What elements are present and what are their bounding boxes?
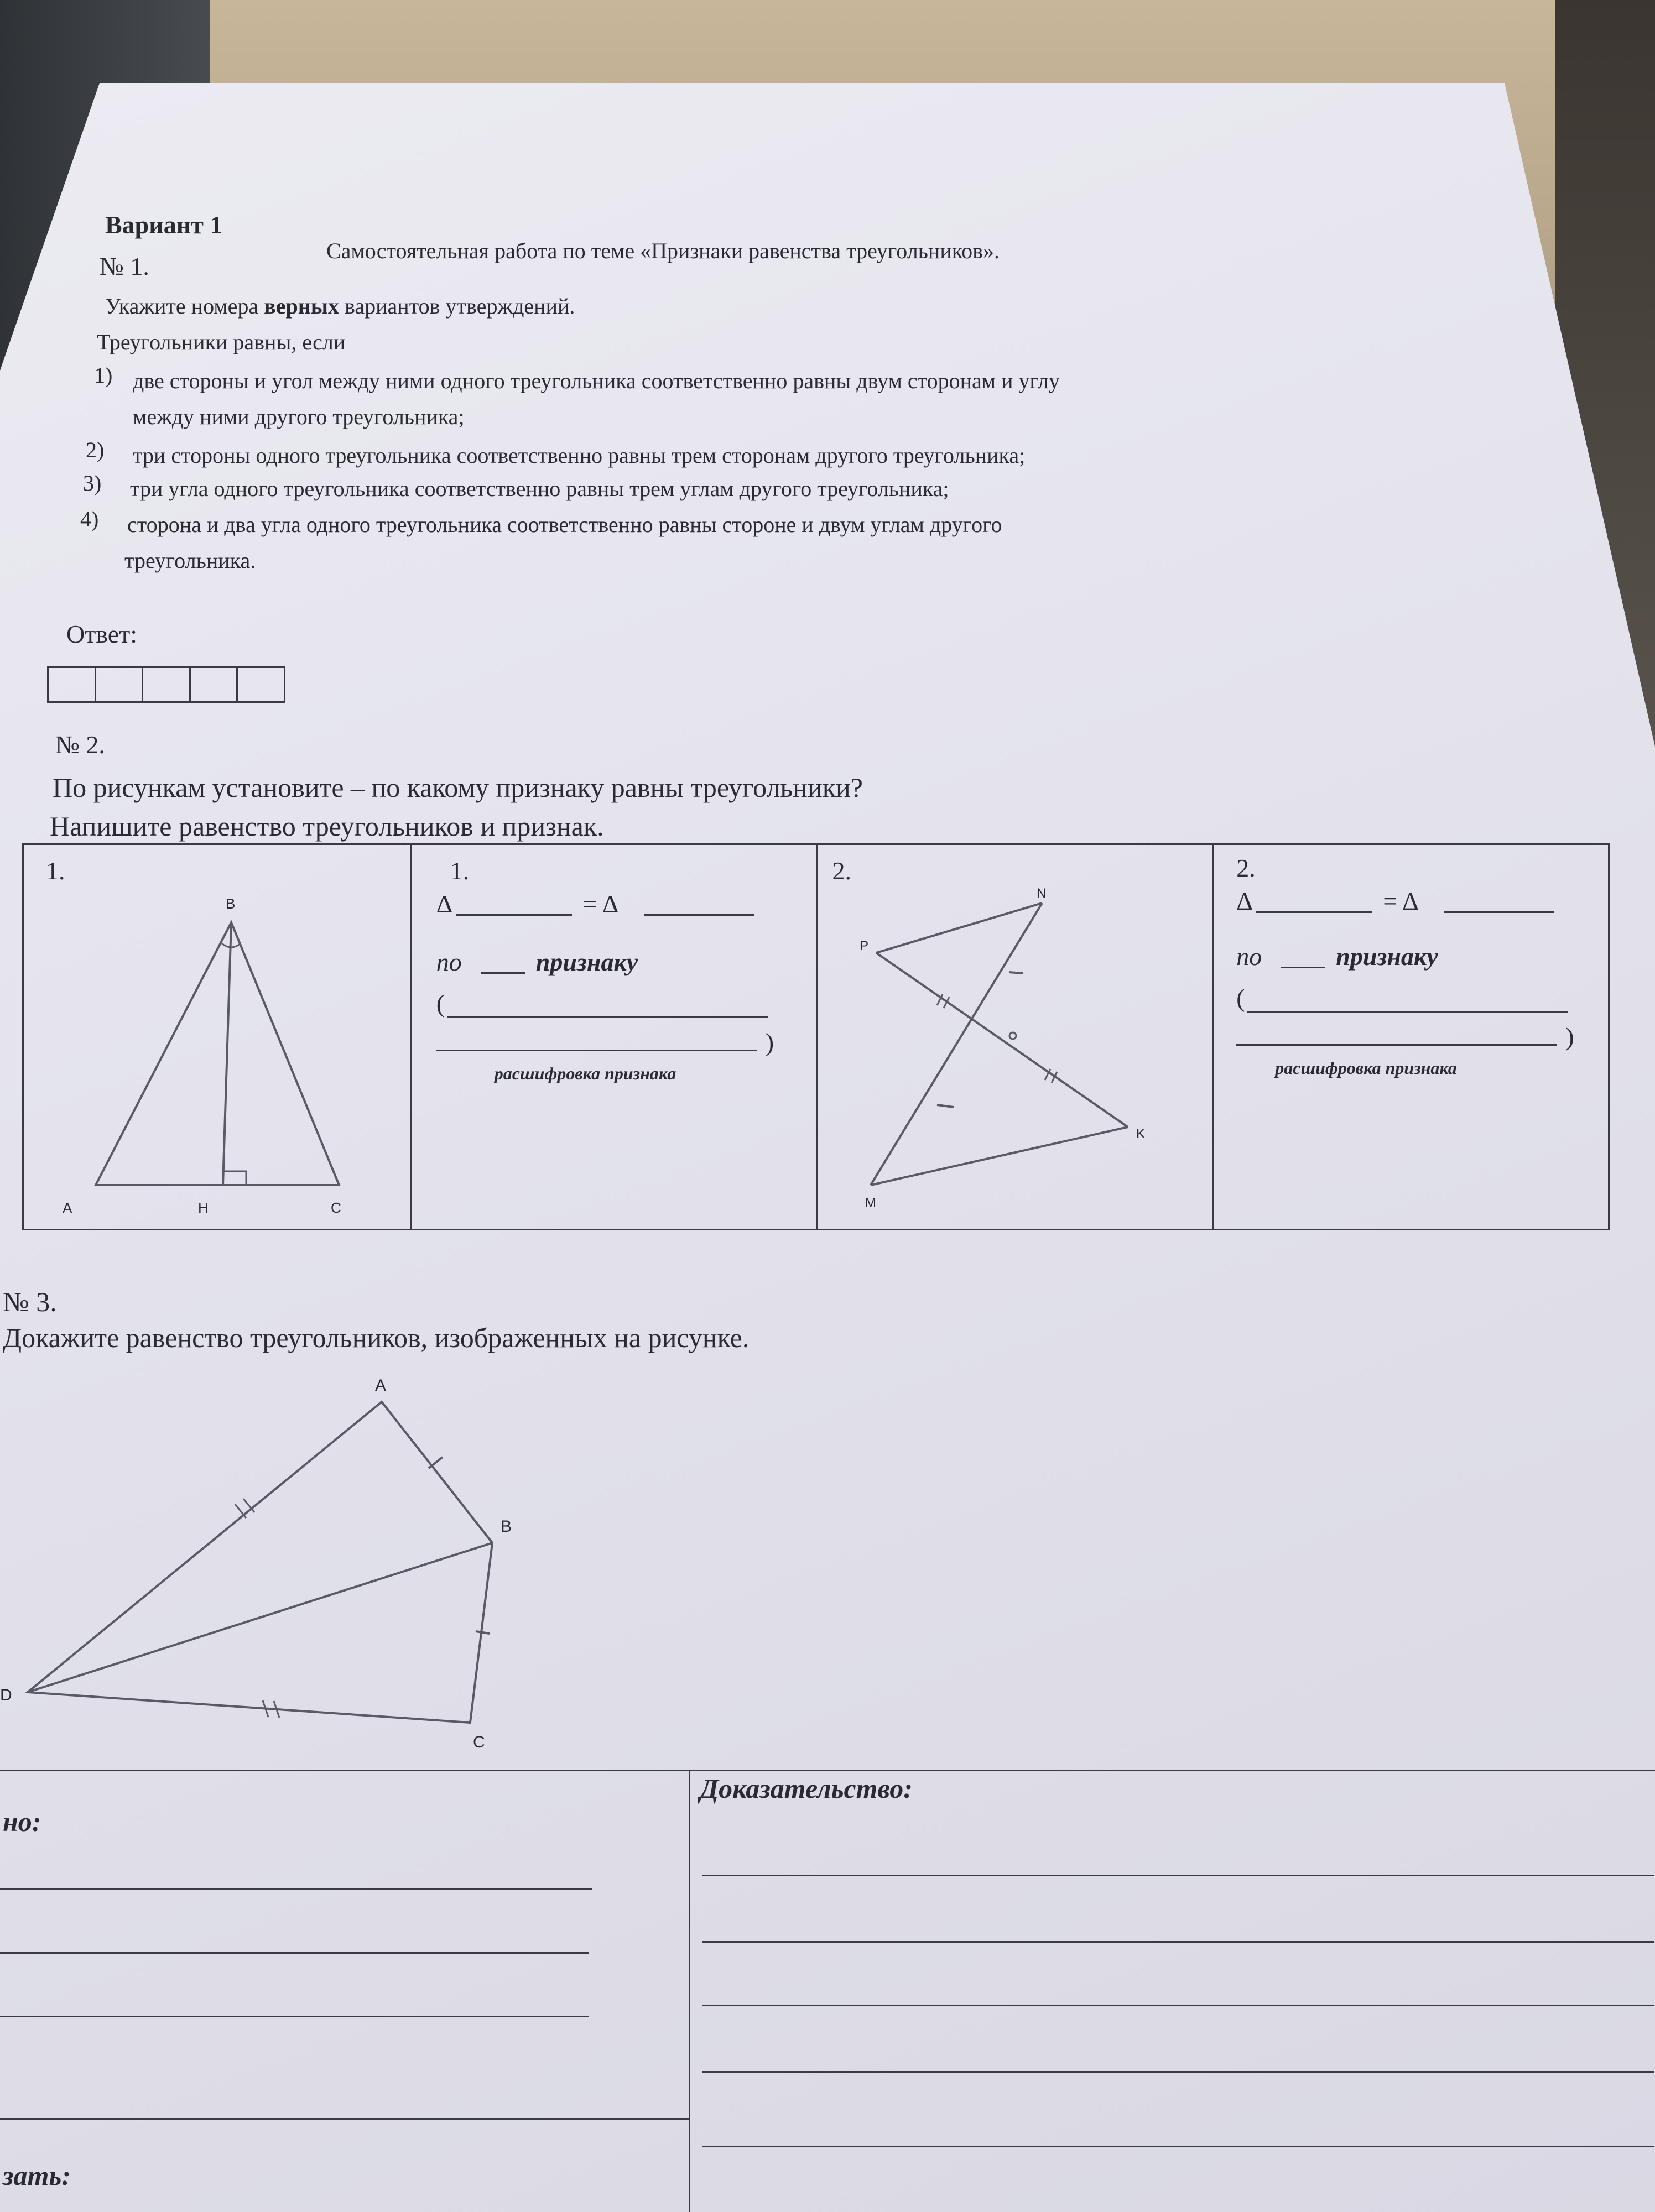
- fig1-isosceles-triangle: [24, 845, 411, 1232]
- task1-option-4-line1: сторона и два угла одного треугольника соответственно равны стороне и двум углам другого: [127, 512, 1002, 537]
- answer2-triangle-sign: Δ: [1236, 887, 1253, 915]
- answer1-close-paren: ): [765, 1028, 774, 1056]
- answer-cell[interactable]: [143, 668, 191, 701]
- fig1-vertex-c: C: [331, 1199, 341, 1216]
- proof-line-3[interactable]: [702, 2005, 1654, 2006]
- task3-vertex-b: B: [501, 1517, 512, 1536]
- answer1-priznaku: признаку: [535, 948, 638, 976]
- fig2-vertex-k: K: [1136, 1126, 1146, 1141]
- proof-line-5[interactable]: [702, 2146, 1654, 2147]
- answer2-sign-number-blank[interactable]: [1281, 967, 1325, 968]
- answer1-triangle2-blank[interactable]: [644, 914, 754, 916]
- task1-option-1-num: 1): [94, 363, 113, 388]
- fig2-vertex-n: N: [1037, 886, 1047, 901]
- answer1-triangle-sign: Δ: [436, 890, 453, 918]
- given-section-bottom-border: [0, 2118, 689, 2120]
- task1-instruction: Укажите номера верных вариантов утверждений.: [105, 294, 575, 319]
- answer2-close-paren: ): [1565, 1022, 1574, 1051]
- task1-number: № 1.: [100, 252, 149, 280]
- prove-label: зать:: [3, 2160, 71, 2191]
- answer2-decode-line1[interactable]: [1247, 1011, 1568, 1013]
- task2-number: № 2.: [55, 731, 105, 759]
- task1-option-4-num: 4): [80, 507, 99, 531]
- fig1-vertex-h: H: [198, 1199, 209, 1216]
- proof-table-top-border: [0, 1770, 1655, 1771]
- given-line-2[interactable]: [0, 1952, 589, 1954]
- variant-label: Вариант 1: [105, 211, 223, 239]
- given-label: но:: [3, 1806, 41, 1837]
- fig1-cell: [24, 845, 412, 1229]
- answer2-triangle1-blank[interactable]: [1256, 911, 1372, 913]
- answer1-decode-line1[interactable]: [447, 1016, 768, 1018]
- fig2-label: 2.: [832, 857, 851, 885]
- answer2-decode-line2[interactable]: [1236, 1044, 1557, 1046]
- answer2-cell: [1214, 845, 1608, 1229]
- task3-instruction: Докажите равенство треугольников, изображенных на рисунке.: [3, 1322, 750, 1353]
- task1-option-4-line2: треугольника.: [124, 548, 256, 573]
- given-line-1[interactable]: [0, 1888, 592, 1890]
- fig2-cell: [818, 845, 1214, 1229]
- answer2-triangle2-blank[interactable]: [1444, 911, 1554, 913]
- answer2-po: по: [1236, 942, 1262, 971]
- answer2-priznaku: признаку: [1336, 942, 1438, 971]
- answer-cell[interactable]: [191, 668, 238, 701]
- task1-option-1-line2: между ними другого треугольника;: [133, 404, 465, 429]
- answer1-decode-line2[interactable]: [436, 1050, 757, 1051]
- fig2-vertex-p: P: [860, 938, 869, 953]
- task3-vertex-a: A: [375, 1376, 387, 1395]
- task1-option-1-line1: две стороны и угол между ними одного треугольника соответственно равны двум сторонам и углу: [133, 368, 1060, 393]
- task2-instruction-1: По рисункам установите – по какому признаку равны треугольники?: [53, 772, 863, 803]
- task1-option-3-num: 3): [83, 471, 102, 495]
- answer2-label: 2.: [1236, 854, 1256, 882]
- answer-cell[interactable]: [96, 668, 144, 701]
- answer-cell[interactable]: [238, 668, 284, 701]
- answer1-po: по: [436, 948, 462, 976]
- task3-number: № 3.: [3, 1286, 57, 1317]
- task1-option-2-text: три стороны одного треугольника соответственно равны трем сторонам другого треугольника;: [133, 443, 1026, 468]
- fig1-label: 1.: [46, 857, 65, 885]
- task1-subtitle: Треугольники равны, если: [97, 330, 346, 354]
- fig2-vertex-m: M: [865, 1196, 877, 1211]
- proof-line-4[interactable]: [702, 2071, 1654, 2073]
- answer1-triangle1-blank[interactable]: [456, 914, 572, 916]
- answer1-label: 1.: [450, 857, 470, 885]
- given-line-3[interactable]: [0, 2016, 589, 2017]
- worksheet-title: Самостоятельная работа по теме «Признаки равенства треугольников».: [326, 238, 1000, 263]
- proof-label: Доказательство:: [700, 1773, 913, 1804]
- task1-option-2-num: 2): [86, 437, 105, 462]
- answer1-open-paren: (: [436, 989, 445, 1018]
- answer1-cell: [412, 845, 819, 1229]
- answer1-sign-number-blank[interactable]: [481, 972, 525, 974]
- answer1-caption: расшифровка признака: [494, 1063, 676, 1083]
- proof-line-2[interactable]: [702, 1941, 1654, 1943]
- task2-table: [22, 843, 1610, 1230]
- answer-label: Ответ:: [66, 620, 138, 648]
- fig2-vertical-angles-triangles: [818, 845, 1214, 1232]
- fig1-vertex-b: B: [226, 895, 236, 912]
- answer1-equals: = Δ: [582, 890, 619, 918]
- task2-instruction-2: Напишите равенство треугольников и признак.: [50, 811, 604, 842]
- proof-line-1[interactable]: [702, 1875, 1654, 1876]
- task3-vertex-c: C: [473, 1733, 485, 1751]
- answer2-equals: = Δ: [1383, 887, 1419, 915]
- answer2-open-paren: (: [1236, 984, 1245, 1012]
- task1-option-3-text: три угла одного треугольника соответственно равны трем углам другого треугольника;: [130, 476, 949, 501]
- task3-vertex-d: D: [0, 1686, 12, 1704]
- task3-quadrilateral-figure: [0, 1366, 553, 1753]
- fig1-vertex-a: A: [63, 1199, 72, 1216]
- answer-cells[interactable]: [47, 666, 285, 703]
- proof-table-divider: [689, 1770, 690, 2212]
- answer2-caption: расшифровка признака: [1275, 1058, 1457, 1078]
- answer-cell[interactable]: [49, 668, 96, 701]
